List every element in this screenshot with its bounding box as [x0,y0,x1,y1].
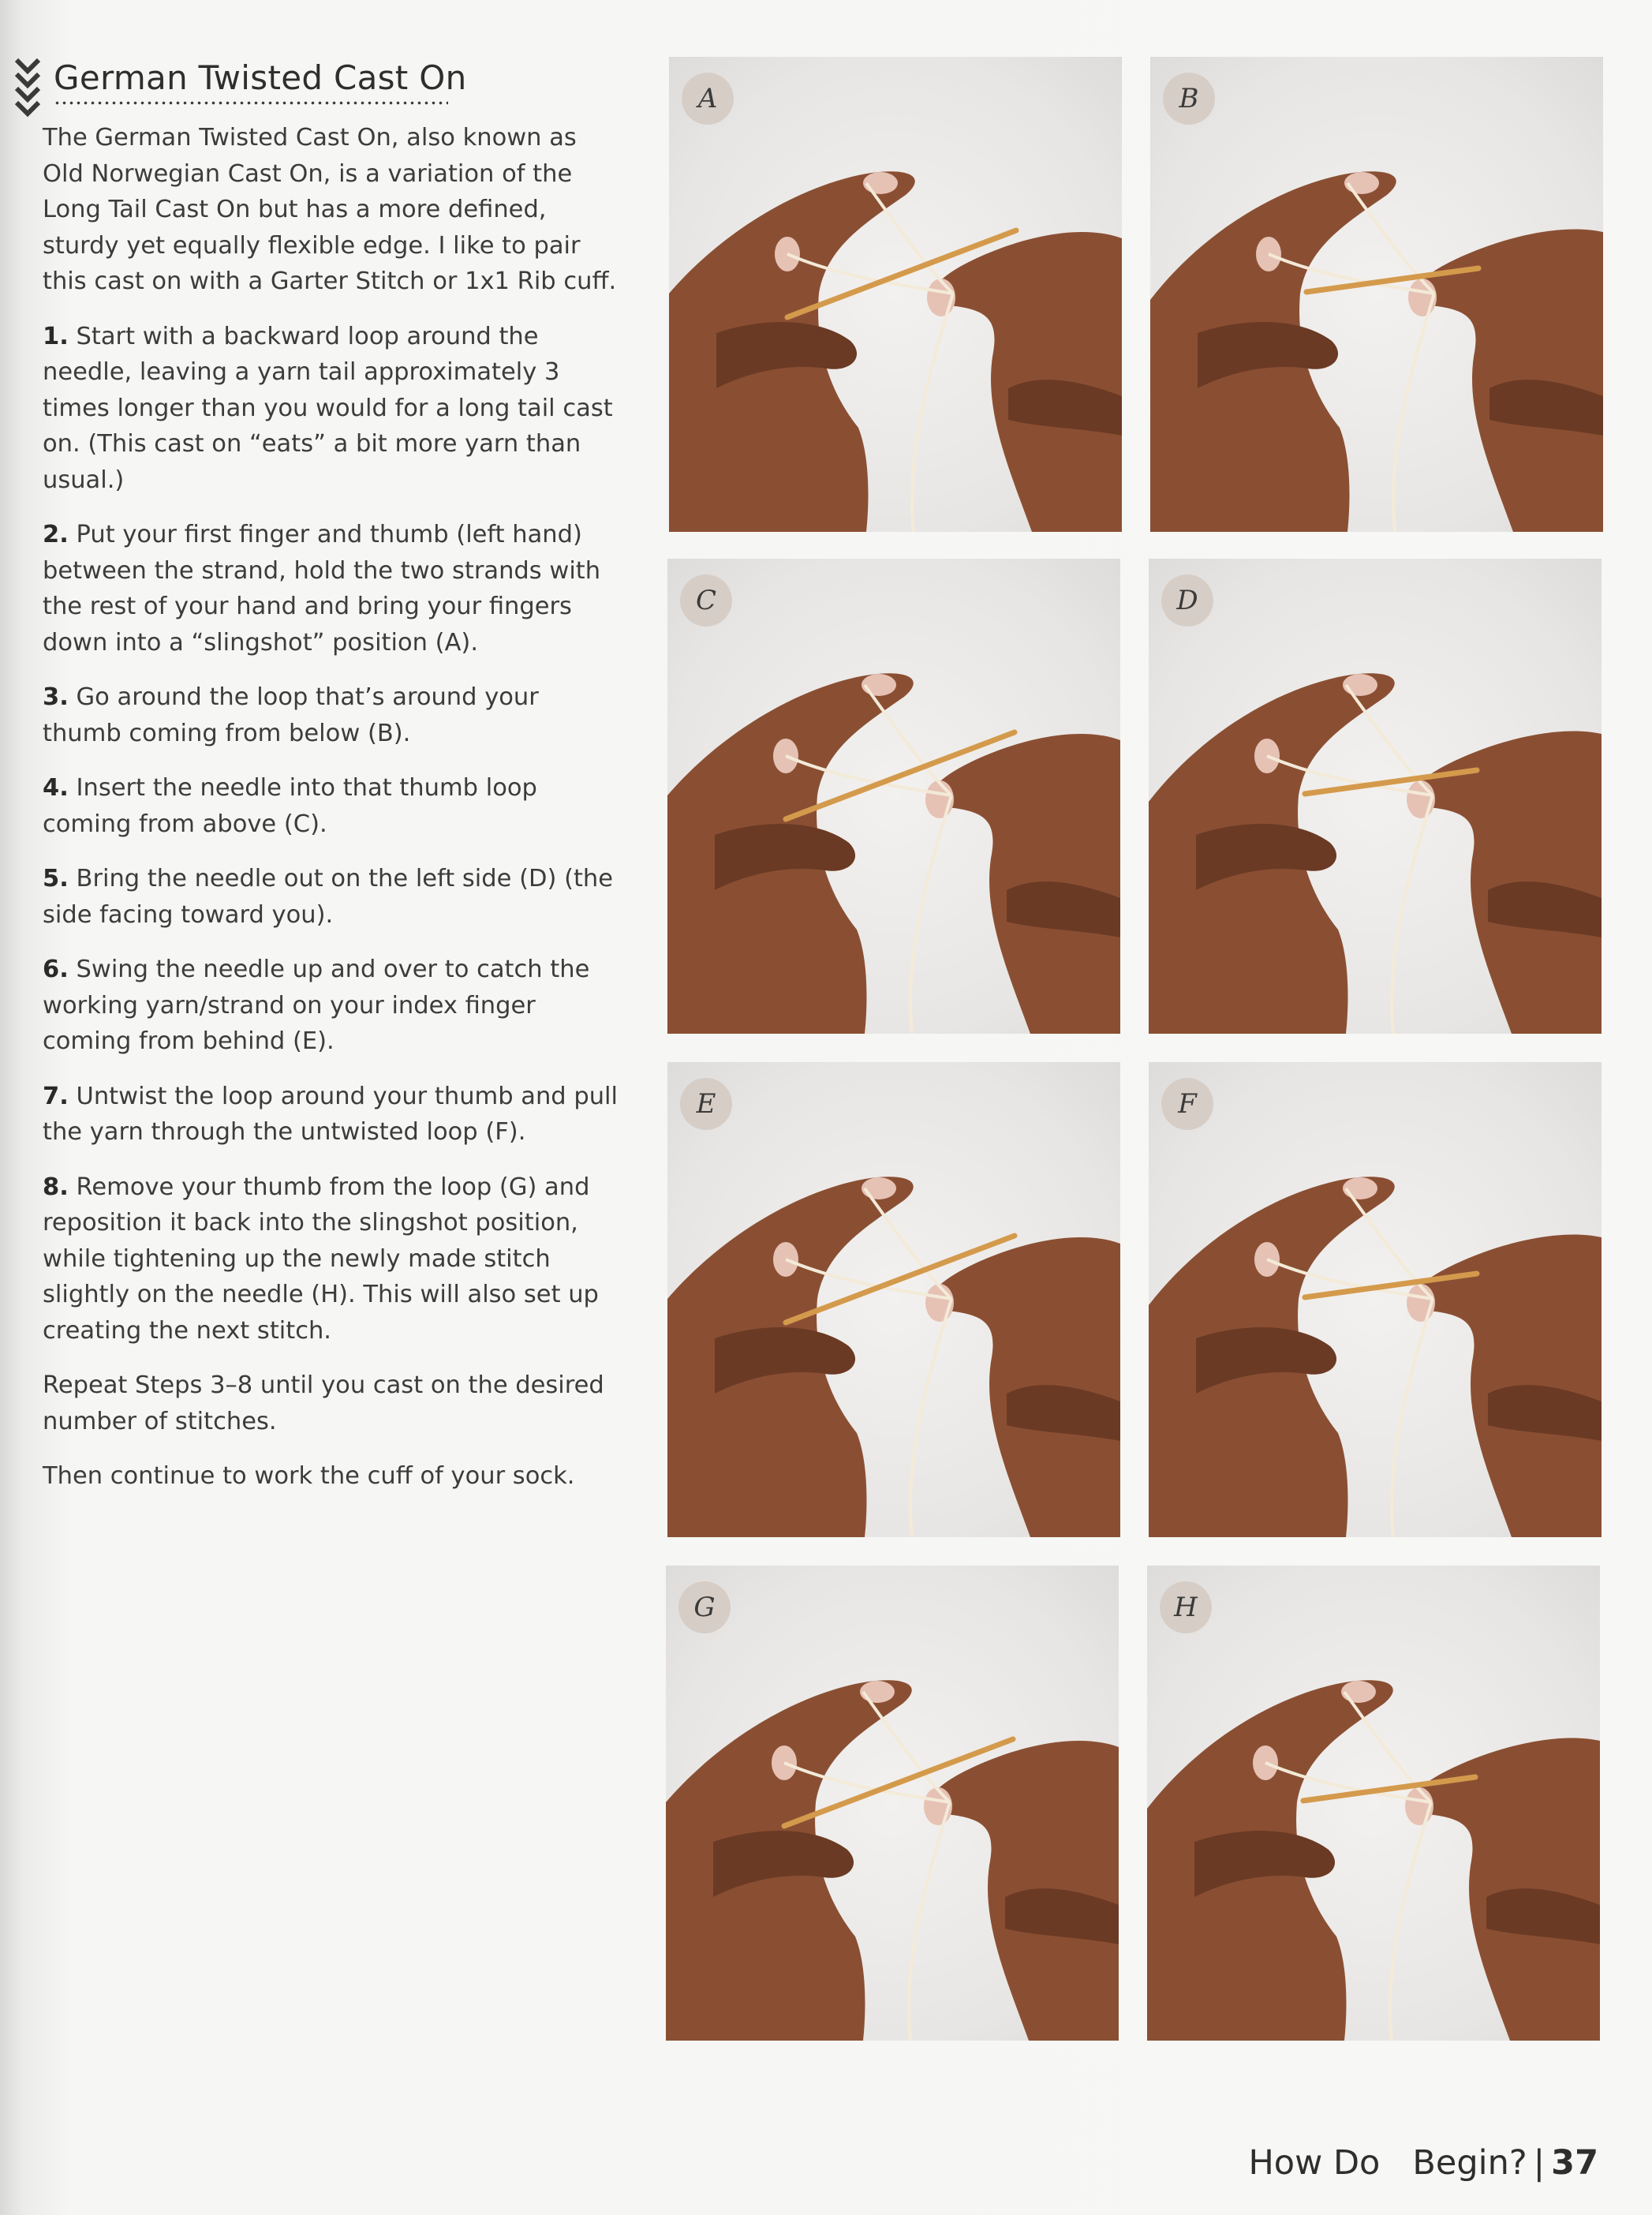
repeat-note: Repeat Steps 3–8 until you cast on the desired number of stitches. [43,1371,604,1435]
step-text: Put your first finger and thumb (left hand) between the strand, hold the two strands with the rest of your hand and bring your fingers down into a “slingshot” position (A). [43,521,601,657]
step-photo-d [1149,559,1602,1034]
step-6 [43,952,619,1060]
step-number: 3. [43,683,69,711]
step-number: 7. [43,1082,69,1110]
photo-label-badge: C [680,574,732,627]
hands-illustration [1149,559,1602,1034]
step-text: Remove your thumb from the loop (G) and reposition it back into the slingshot position, while tightening up the newly made stitch slightly on the needle (H). This will also set up creating the next stitch. [43,1173,599,1345]
hands-illustration [667,559,1120,1034]
step-2 [43,517,619,660]
photo-label-badge: H [1160,1581,1212,1633]
step-text: Bring the needle out on the left side (D) (the side facing toward you). [43,865,614,929]
step-number: 6. [43,956,69,983]
hands-illustration [1147,1566,1600,2041]
step-number: 8. [43,1173,69,1201]
step-photo-e [667,1062,1120,1537]
hands-illustration [1150,57,1603,532]
step-1 [43,319,619,499]
photo-label-badge: D [1161,574,1213,627]
step-photo-a [669,57,1122,532]
step-8 [43,1169,619,1349]
footer-separator: | [1533,2143,1545,2183]
page-footer [1248,2143,1598,2183]
step-number: 5. [43,865,69,892]
step-photo-b [1150,57,1603,532]
hands-illustration [667,1062,1120,1537]
section-title: German Twisted Cast On [54,58,467,97]
step-text: Start with a backward loop around the needle, leaving a yarn tail approximately 3 times longer than you would for a long tail cast on. (This cast on “eats” a bit more yarn than usual.) [43,322,613,494]
page-number: 37 [1551,2143,1598,2183]
step-text: Swing the needle up and over to catch the working yarn/strand on your index finger coming from behind (E). [43,956,590,1055]
photo-label-badge: F [1161,1078,1213,1130]
instructions-column [43,120,619,1513]
step-4 [43,770,619,842]
step-photo-c [667,559,1120,1034]
chapter-title: How Do Begin? [1248,2143,1527,2183]
step-3 [43,679,619,751]
step-photo-g [666,1566,1119,2041]
continue-note: Then continue to work the cuff of your sock. [43,1462,575,1490]
step-text: Insert the needle into that thumb loop coming from above (C). [43,774,537,838]
step-7 [43,1079,619,1151]
step-text: Untwist the loop around your thumb and pull the yarn through the untwisted loop (F). [43,1082,619,1146]
photo-label-badge: B [1163,73,1215,125]
step-photo-f [1149,1062,1602,1537]
hands-illustration [1149,1062,1602,1537]
title-dotted-underline [54,99,448,107]
step-number: 2. [43,521,69,548]
step-text: Go around the loop that’s around your thumb coming from below (B). [43,683,539,747]
hands-illustration [666,1566,1119,2041]
step-number: 4. [43,774,69,802]
hands-illustration [669,57,1122,532]
photo-label-badge: E [680,1078,732,1130]
chevron-bullets-icon [14,57,41,144]
intro-paragraph: The German Twisted Cast On, also known as Old Norwegian Cast On, is a variation of the Long Tail Cast On but has a more defined, sturdy yet equally flexible edge. I like to pair this cast on with a Garter Stitch or 1x1 Rib cuff. [43,124,617,295]
photo-label-badge: A [682,73,734,125]
step-photo-h [1147,1566,1600,2041]
step-5 [43,861,619,933]
photo-label-badge: G [678,1581,731,1633]
step-number: 1. [43,322,69,350]
